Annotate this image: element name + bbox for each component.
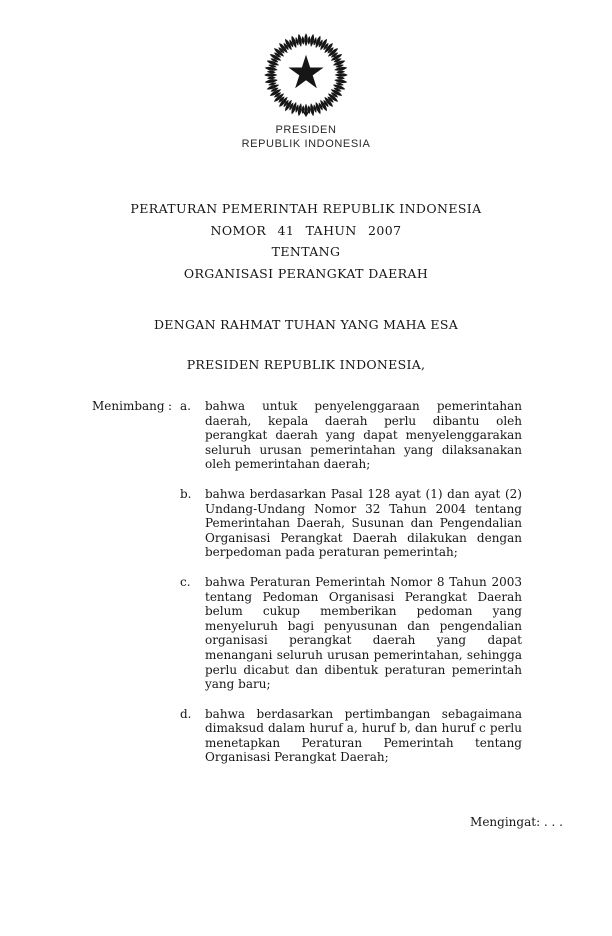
preamble-heading: PRESIDEN REPUBLIK INDONESIA, [186, 357, 426, 372]
item-letter: b. [180, 486, 192, 501]
letterhead [0, 0, 612, 151]
consideration-item-d [180, 707, 522, 765]
title-nomor-tahun: NOMOR 41 TAHUN 2007 [210, 222, 402, 238]
item-letter: c. [180, 574, 191, 589]
title-tentang: TENTANG [271, 244, 341, 259]
considerations-section [92, 399, 522, 765]
star-icon [288, 55, 323, 88]
title-peraturan: PERATURAN PEMERINTAH REPUBLIK INDONESIA [130, 201, 482, 216]
considerations-list [180, 399, 522, 765]
item-text: bahwa untuk penyelenggaraan pemerintahan daerah, kepala daerah perlu dibantu oleh perangkat daerah yang dapat menyelenggarakan seluruh urusan pemerintahan yang dilaksanakan oleh pemerintahan daerah; [205, 399, 522, 472]
invocation-line: DENGAN RAHMAT TUHAN YANG MAHA ESA [153, 317, 459, 332]
item-text: bahwa berdasarkan pertimbangan sebagaimana dimaksud dalam huruf a, huruf b, dan huruf c perlu menetapkan Peraturan Pemerintah tentang Organisasi Perangkat Daerah; [205, 706, 522, 765]
catchword-mengingat: Mengingat: . . . [470, 815, 563, 830]
letterhead-republik-indonesia: REPUBLIK INDONESIA [241, 138, 371, 150]
item-text: bahwa berdasarkan Pasal 128 ayat (1) dan ayat (2) Undang-Undang Nomor 32 Tahun 2004 tentang Pemerintahan Daerah, Susunan dan Pengendalian Organisasi Perangkat Daerah dilakukan dengan berpedoman pada peraturan pemerintah; [205, 486, 522, 560]
consideration-item-a [180, 399, 522, 472]
catchword-row [0, 815, 612, 830]
regulation-title [0, 198, 612, 284]
letterhead-presiden: PRESIDEN [275, 124, 337, 136]
item-letter: a. [180, 399, 191, 413]
title-subject: ORGANISASI PERANGKAT DAERAH [183, 265, 429, 281]
consideration-item-c [180, 575, 522, 692]
considerations-separator: : [167, 399, 173, 413]
presidential-seal-icon [262, 31, 350, 119]
consideration-item-b [180, 487, 522, 560]
item-letter: d. [180, 706, 192, 721]
item-text: bahwa Peraturan Pemerintah Nomor 8 Tahun 2003 tentang Pedoman Organisasi Perangkat Daerah belum cukup memberikan pedoman yang menyeluruh bagi penyusunan dan pengendalian organisasi perangkat daerah yang dapat menangani seluruh urusan pemerintahan, sehingga perlu dicabut dan dibentuk peraturan pemerintah yang baru; [205, 574, 522, 692]
considerations-label: Menimbang [92, 399, 165, 413]
